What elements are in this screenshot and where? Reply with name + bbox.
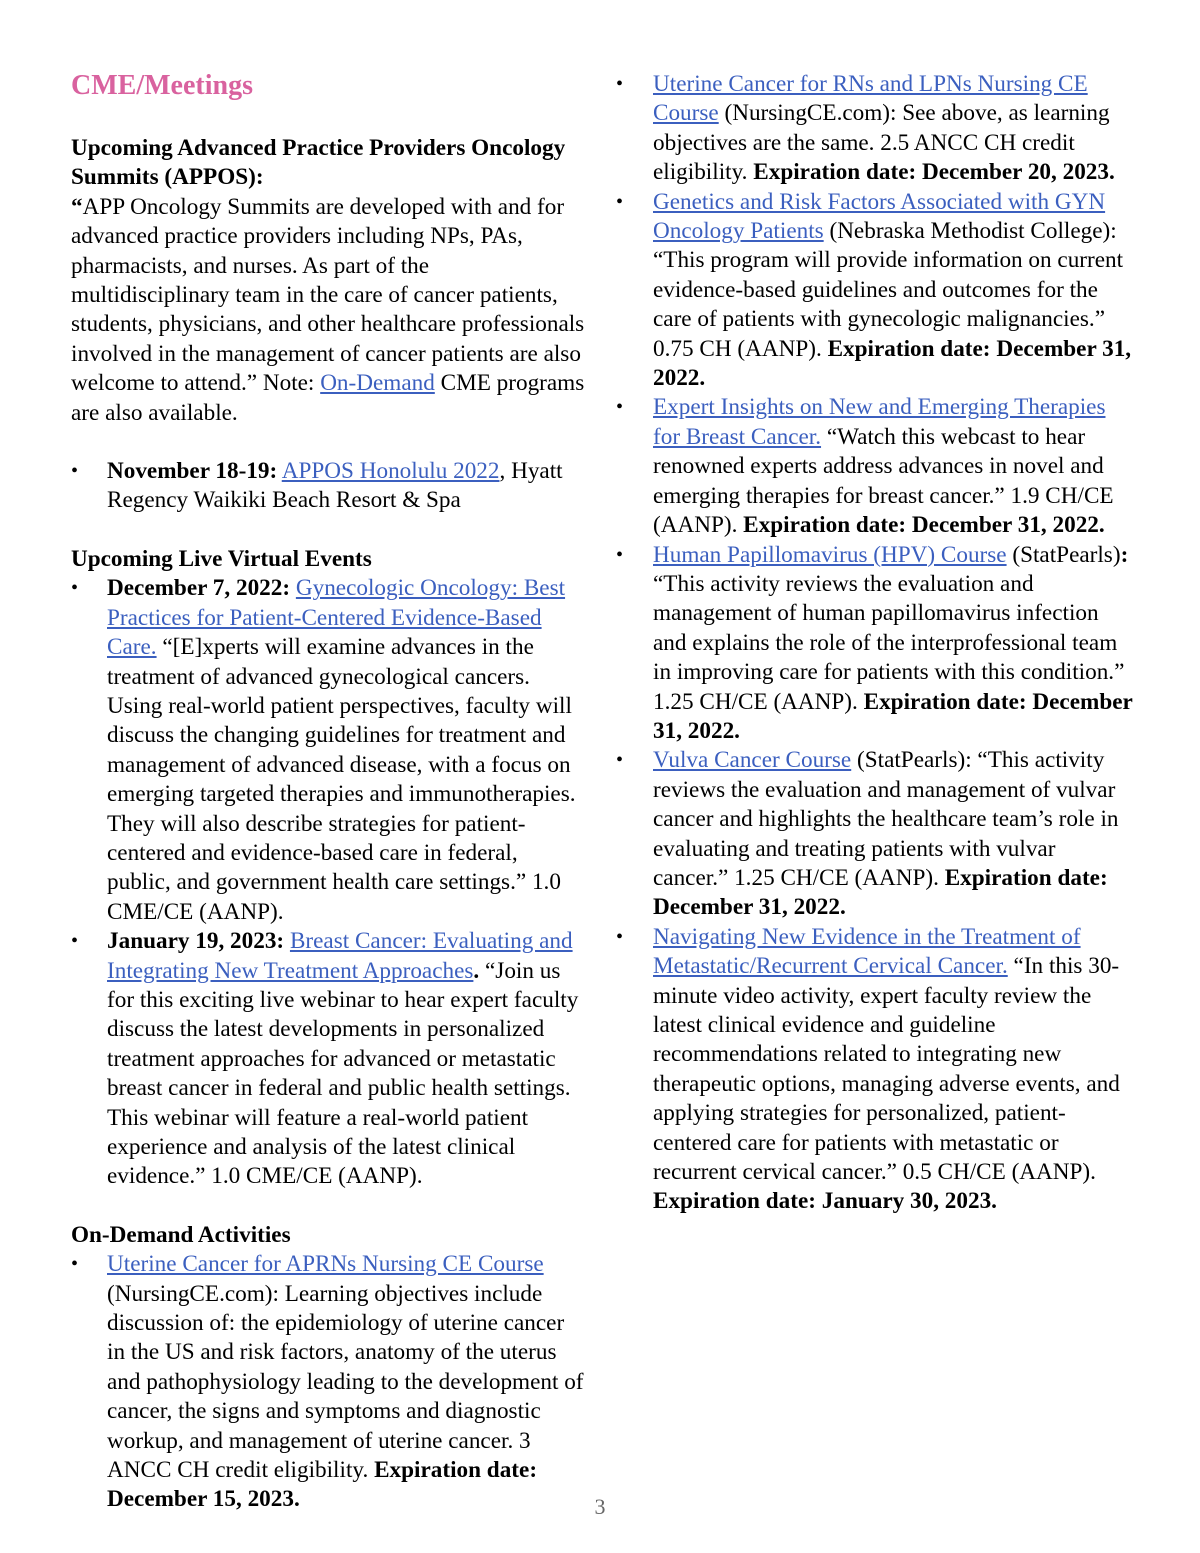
breast-cancer-webinar-link[interactable]: Breast Cancer: Evaluating and Integrating New Treatment Approaches <box>107 928 573 984</box>
expiration-date: Expiration date: January 30, 2023. <box>653 1188 997 1215</box>
genetics-risk-factors-link[interactable]: Genetics and Risk Factors Associated with GYN Oncology Patients <box>653 188 1106 245</box>
expiration-date: Expiration date: December 31, 2022. <box>653 335 1132 392</box>
appos-honolulu-link[interactable]: APPOS Honolulu 2022 <box>281 458 500 485</box>
right-column <box>616 70 1136 1217</box>
bullet-icon: • <box>616 73 624 95</box>
event-text: “[E]xperts will examine advances in the treatment of advanced gynecological cancers. Using real-world patient perspectives, faculty will discuss the changing guidelines for treatment and management of advanced disease, with a focus on emerging targeted therapies and immunotherapies. They will also describe strategies for patient-centered and evidence-based care in federal, public, and government health care settings.” 1.0 CME/CE (AANP). <box>107 634 576 925</box>
appos-list <box>71 457 587 516</box>
bullet-icon: • <box>71 930 79 953</box>
on-demand-list-part2 <box>616 70 1136 1217</box>
on-demand-list-part1 <box>71 1250 587 1515</box>
activity-text: (StatPearls): “This activity reviews the evaluation and management of vulvar cancer and highlights the healthcare team’s role in evaluating and treating patients with vulvar cancer.” 1.25 CH/CE (AANP). <box>653 747 1119 891</box>
event-date: December 7, 2022: <box>107 575 291 602</box>
appos-body: APP Oncology Summits are developed with and for advanced practice providers including NPs, PAs, pharmacists, and nurses. As part of the multidisciplinary team in the care of cancer patients, students, physicians, and other healthcare professionals involved in the management of cancer patients are also welcome to attend.” Note: <box>71 193 585 397</box>
open-quote: “ <box>71 193 83 220</box>
list-item <box>616 70 1136 188</box>
uterine-rn-lpn-link[interactable]: Uterine Cancer for RNs and LPNs Nursing CE Course <box>653 71 1088 127</box>
list-item <box>616 746 1136 922</box>
list-item <box>616 188 1136 394</box>
event-date: January 19, 2023: <box>107 928 285 955</box>
on-demand-link[interactable]: On-Demand <box>320 370 435 397</box>
on-demand-heading: On-Demand Activities <box>71 1221 291 1248</box>
colon: : <box>1120 541 1129 568</box>
event-text: , Hyatt Regency Waikiki Beach Resort & Spa <box>107 458 563 514</box>
activity-text: “In this 30-minute video activity, expert faculty review the latest clinical evidence and guideline recommendations related to integrating new therapeutic options, managing adverse events, and applying strategies for personalized, patient-centered care for patients with metastatic or recurrent cervical cancer.” 0.5 CH/CE (AANP). <box>653 953 1120 1186</box>
expiration-date: Expiration date: December 15, 2023. <box>107 1457 538 1513</box>
bullet-icon: • <box>71 577 79 600</box>
list-item <box>616 923 1136 1217</box>
live-events-list <box>71 574 587 1192</box>
vulva-cancer-link[interactable]: Vulva Cancer Course <box>653 747 852 774</box>
bullet-icon: • <box>616 396 624 419</box>
list-item <box>71 1250 587 1515</box>
list-item <box>616 393 1136 540</box>
appos-heading: Upcoming Advanced Practice Providers Oncology Summits (APPOS): <box>71 135 566 191</box>
activity-text: “Watch this webcast to hear renowned experts address advances in novel and emerging therapies for breast cancer.” 1.9 CH/CE (AANP). <box>653 423 1114 539</box>
uterine-aprn-link[interactable]: Uterine Cancer for APRNs Nursing CE Course <box>107 1251 544 1278</box>
expiration-date: Expiration date: December 20, 2023. <box>753 159 1115 186</box>
bullet-icon: • <box>616 190 624 213</box>
expiration-date: Expiration date: December 31, 2022. <box>653 864 1108 921</box>
expert-insights-breast-link[interactable]: Expert Insights on New and Emerging Therapies for Breast Cancer. <box>653 394 1106 450</box>
period: . <box>473 957 480 984</box>
event-date: November 18-19: <box>107 458 278 485</box>
event-text: “Join us for this exciting live webinar to hear expert faculty discuss the latest developments in personalized treatment approaches for advanced or metastatic breast cancer in federal and public health settings. This webinar will feature a real-world patient experience and analysis of the latest clinical evidence.” 1.0 CME/CE (AANP). <box>107 957 579 1190</box>
left-column <box>71 68 587 1515</box>
hpv-course-link[interactable]: Human Papillomavirus (HPV) Course <box>653 541 1007 568</box>
bullet-icon: • <box>616 749 624 772</box>
expiration-date: Expiration date: December 31, 2022. <box>743 512 1105 539</box>
list-item <box>71 457 587 516</box>
activity-text: “This activity reviews the evaluation and management of human papillomavirus infection and explains the role of the interprofessional team in improving care for patients with this condition.” 1.25 CH/CE (AANP). <box>653 570 1125 715</box>
gynecologic-oncology-link[interactable]: Gynecologic Oncology: Best Practices for Patient-Centered Evidence-Based Care. <box>107 575 566 661</box>
activity-text: (NursingCE.com): Learning objectives include discussion of: the epidemiology of uterine cancer in the US and risk factors, anatomy of the uterus and pathophysiology leading to the development of cancer, the signs and symptoms and diagnostic workup, and management of uterine cancer. 3 ANCC CH credit eligibility. <box>107 1280 584 1484</box>
section-title: CME/Meetings <box>71 70 253 101</box>
appos-after-link: CME programs are also available. <box>71 370 585 426</box>
activity-text: (NursingCE.com): See above, as learning objectives are the same. 2.5 ANCC CH credit eligibility. <box>653 100 1110 186</box>
list-item <box>616 541 1136 747</box>
bullet-icon: • <box>71 1253 79 1276</box>
activity-source: (StatPearls) <box>1006 541 1121 568</box>
bullet-icon: • <box>616 543 624 566</box>
appos-description <box>71 193 587 428</box>
activity-text: (Nebraska Methodist College): “This program will provide information on current evidence-based guidelines and outcomes for the care of patients with gynecologic malignancies.” 0.75 CH (AANP). <box>653 218 1124 362</box>
bullet-icon: • <box>71 460 79 483</box>
live-events-heading: Upcoming Live Virtual Events <box>71 545 372 572</box>
list-item <box>71 574 587 927</box>
expiration-date: Expiration date: December 31, 2022. <box>653 688 1133 744</box>
list-item <box>71 927 587 1192</box>
cervical-cancer-link[interactable]: Navigating New Evidence in the Treatment of Metastatic/Recurrent Cervical Cancer. <box>653 923 1081 980</box>
bullet-icon: • <box>616 925 624 948</box>
page-number: 3 <box>594 1494 606 1519</box>
